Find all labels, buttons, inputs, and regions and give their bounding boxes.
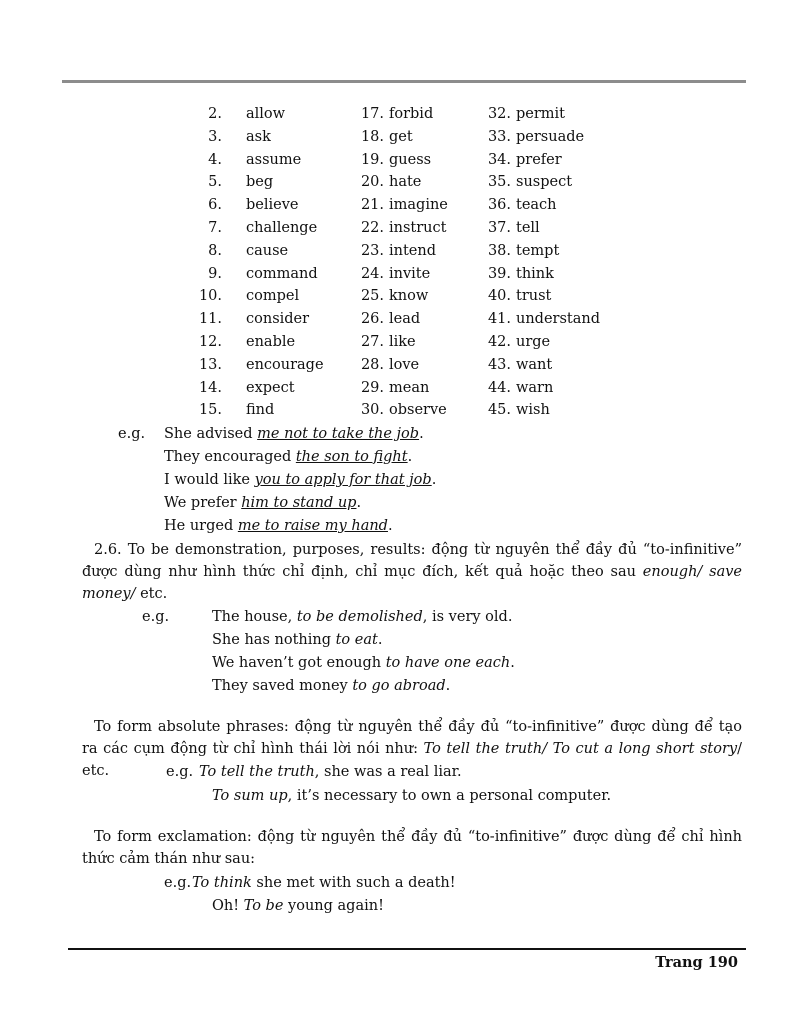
- example-line: Oh! To be young again!: [212, 898, 384, 914]
- verb-word: hate: [389, 174, 422, 191]
- verb-word: guess: [389, 151, 432, 168]
- verb-word: observe: [389, 402, 447, 419]
- verb-word: invite: [389, 265, 431, 282]
- header-rule: [62, 80, 746, 83]
- verb-number: 12.: [198, 334, 222, 350]
- verb-word: warn: [516, 379, 554, 396]
- verb-number: 45.: [487, 402, 511, 419]
- verb-word: prefer: [516, 151, 562, 168]
- verb-word: persuade: [516, 128, 585, 145]
- verb-word: expect: [246, 379, 295, 396]
- verb-number: 37.: [487, 220, 511, 236]
- verb-word: compel: [246, 288, 300, 305]
- verb-word: suspect: [516, 174, 573, 191]
- verb-number: 5.: [208, 174, 222, 191]
- verb-word: beg: [246, 174, 274, 191]
- example-line: To sum up, it’s necessary to own a personal computer.: [212, 788, 612, 804]
- verb-number: 11.: [198, 311, 222, 328]
- verb-number: 20.: [360, 174, 384, 191]
- verb-word: intend: [389, 242, 437, 259]
- verb-word: assume: [246, 151, 302, 168]
- verb-word: love: [389, 356, 420, 373]
- verb-number: 13.: [198, 356, 222, 373]
- verb-number: 21.: [360, 197, 384, 214]
- verb-word: wish: [516, 402, 550, 419]
- example-line: They encouraged the son to fight.: [164, 449, 413, 465]
- verb-word: know: [389, 288, 429, 305]
- verb-word: believe: [246, 197, 299, 214]
- verb-number: 22.: [360, 220, 384, 236]
- example-line: We prefer him to stand up.: [164, 495, 362, 511]
- verb-word: think: [516, 265, 554, 282]
- verb-number: 25.: [360, 288, 384, 305]
- verb-word: understand: [516, 311, 601, 328]
- verb-number: 41.: [487, 311, 511, 328]
- verb-word: encourage: [246, 356, 324, 373]
- verb-word: allow: [246, 106, 286, 122]
- verb-number: 34.: [487, 151, 511, 168]
- verb-number: 4.: [208, 151, 222, 168]
- footer-rule: [68, 948, 746, 950]
- example-line: We haven’t got enough to have one each.: [212, 655, 515, 671]
- example-line: She has nothing to eat.: [212, 632, 383, 648]
- example-label: e.g.: [166, 764, 194, 780]
- verb-word: get: [389, 128, 413, 145]
- verb-number: 42.: [487, 334, 511, 350]
- verb-number: 8.: [208, 242, 222, 259]
- verb-word: find: [246, 402, 275, 419]
- verb-number: 18.: [360, 128, 384, 145]
- verb-word: want: [516, 356, 553, 373]
- example-label: e.g.: [164, 875, 192, 891]
- verb-word: teach: [516, 197, 557, 214]
- verb-number: 10.: [198, 288, 222, 305]
- verb-number: 39.: [487, 265, 511, 282]
- verb-number: 23.: [360, 242, 384, 259]
- verb-number: 30.: [360, 402, 384, 419]
- example-line: She advised me not to take the job.: [164, 426, 424, 442]
- verb-number: 7.: [208, 220, 222, 236]
- page-number: Trang 190: [655, 954, 738, 971]
- verb-number: 2.: [208, 106, 222, 122]
- verb-number: 36.: [487, 197, 511, 214]
- verb-word: instruct: [389, 220, 447, 236]
- verb-word: challenge: [246, 220, 318, 236]
- example-line: To tell the truth, she was a real liar.: [199, 764, 462, 780]
- verb-number: 44.: [487, 379, 511, 396]
- verb-word: permit: [516, 106, 566, 122]
- verb-word: lead: [389, 311, 421, 328]
- verb-word: forbid: [389, 106, 434, 122]
- absolute-phrases-paragraph: To form absolute phrases: động từ nguyên thể đầy đủ “to-infinitive” được dùng để tạo ra các cụm động từ chỉ hình thái lời nói như: To tell the truth/ To cut a long short story/ etc.: [82, 719, 742, 779]
- verb-number: 38.: [487, 242, 511, 259]
- verb-word: cause: [246, 242, 289, 259]
- verb-number: 33.: [487, 128, 511, 145]
- example-line: I would like you to apply for that job.: [164, 472, 437, 488]
- verb-number: 26.: [360, 311, 384, 328]
- verb-word: ask: [246, 128, 271, 145]
- verb-number: 6.: [208, 197, 222, 214]
- verb-number: 40.: [487, 288, 511, 305]
- example-label: e.g.: [118, 426, 146, 442]
- verb-word: imagine: [389, 197, 448, 214]
- verb-number: 35.: [487, 174, 511, 191]
- example-line: They saved money to go abroad.: [212, 678, 451, 694]
- example-line: He urged me to raise my hand.: [164, 518, 393, 534]
- example-line: The house, to be demolished, is very old.: [212, 609, 513, 625]
- verb-number: 3.: [208, 128, 222, 145]
- verb-word: trust: [516, 288, 552, 305]
- verb-word: mean: [389, 379, 430, 396]
- verb-number: 19.: [360, 151, 384, 168]
- verb-number: 24.: [360, 265, 384, 282]
- exclamation-paragraph: To form exclamation: động từ nguyên thể đầy đủ “to-infinitive” được dùng để chỉ hình thức cảm thán như sau:: [82, 829, 742, 867]
- section-2-6-paragraph: 2.6. To be demonstration, purposes, results: động từ nguyên thể đầy đủ “to-infinitive” được dùng như hình thức chỉ định, chỉ mục đích, kết quả hoặc theo sau enough/ save money/ etc.: [82, 542, 742, 602]
- verb-number: 43.: [487, 356, 511, 373]
- verb-number: 27.: [360, 334, 384, 350]
- verb-number: 14.: [198, 379, 222, 396]
- verb-number: 29.: [360, 379, 384, 396]
- verb-number: 17.: [360, 106, 384, 122]
- verb-number: 9.: [208, 265, 222, 282]
- verb-word: tempt: [516, 242, 560, 259]
- verb-word: enable: [246, 334, 296, 350]
- example-line: To think she met with such a death!: [192, 875, 456, 891]
- verb-number: 15.: [198, 402, 222, 419]
- verb-number: 32.: [487, 106, 511, 122]
- verb-word: consider: [246, 311, 310, 328]
- verb-word: urge: [516, 334, 551, 350]
- example-label: e.g.: [142, 609, 170, 625]
- verb-word: command: [246, 265, 318, 282]
- verb-word: like: [389, 334, 416, 350]
- verb-number: 28.: [360, 356, 384, 373]
- verb-word: tell: [516, 220, 540, 236]
